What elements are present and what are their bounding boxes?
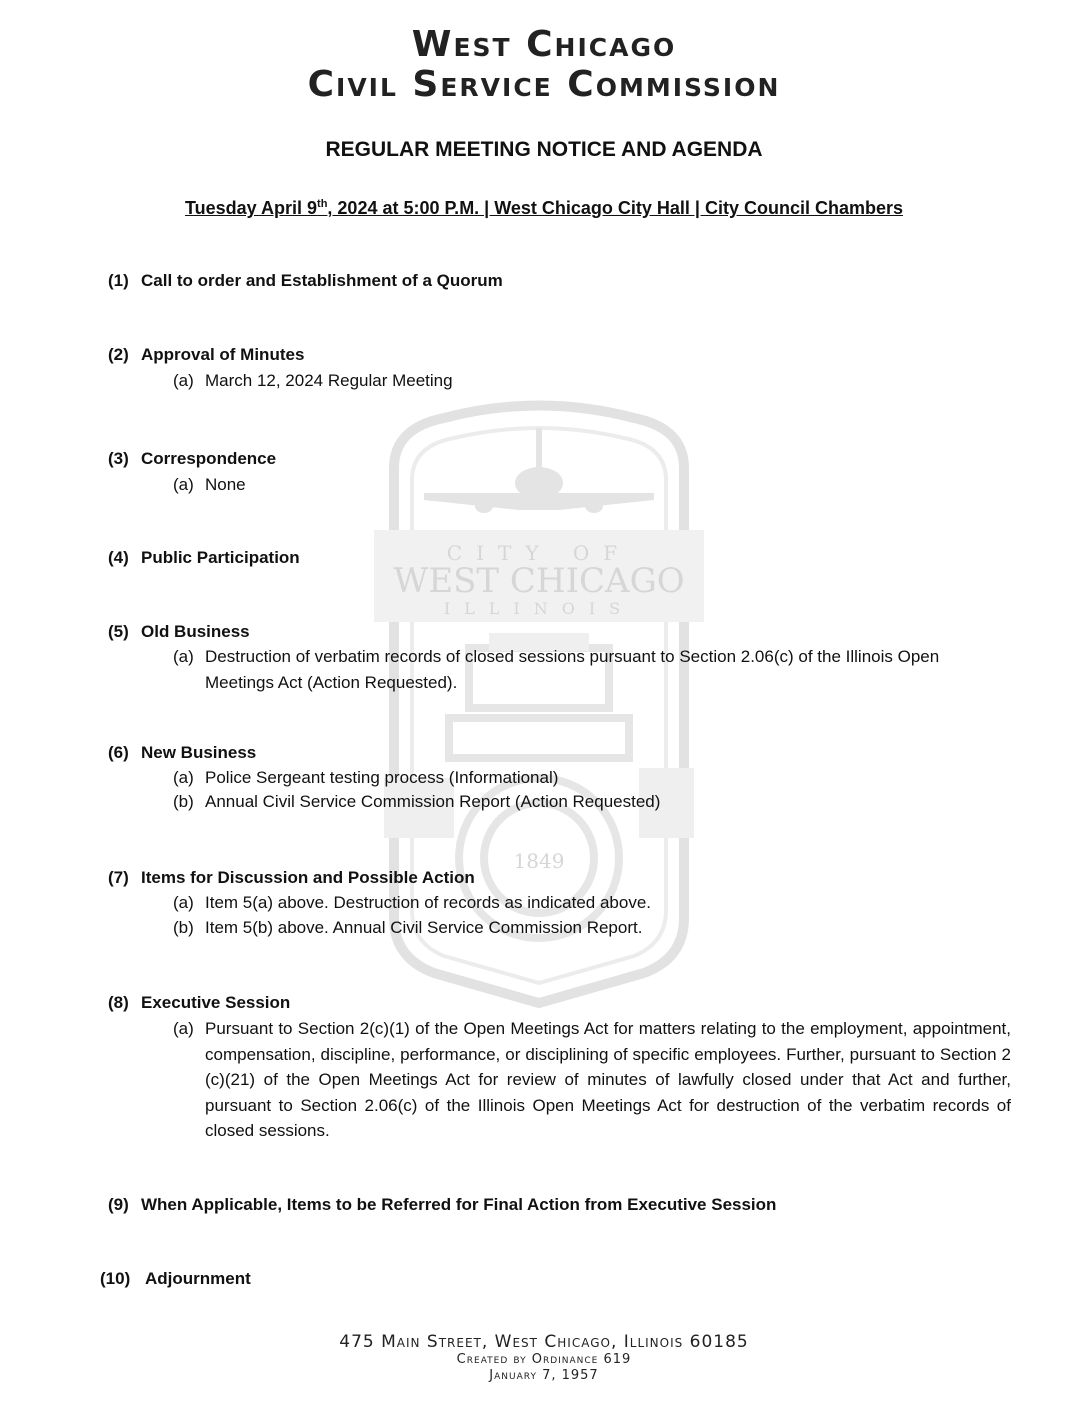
agenda-item-number: (7) <box>108 868 129 887</box>
subitem-letter: (a) <box>173 647 194 666</box>
agenda-subitem-2a <box>173 371 453 391</box>
notice-heading: REGULAR MEETING NOTICE AND AGENDA <box>325 138 763 161</box>
agenda-item-title: Approval of Minutes <box>141 345 305 364</box>
agenda-subitem-7b <box>173 918 642 938</box>
subitem-letter: (b) <box>173 918 194 937</box>
agenda-subitem-3a <box>173 475 246 495</box>
agenda-item-title: Public Participation <box>141 548 300 567</box>
meeting-dateline <box>0 198 1088 219</box>
agenda-subitem-6b <box>173 792 660 812</box>
agenda-subitem-6a <box>173 768 558 788</box>
agenda-item-5 <box>108 622 250 642</box>
agenda-item-7 <box>108 868 475 888</box>
date-suffix: , 2024 at 5:00 P.M. | West Chicago City Hall | City Council Chambers <box>327 198 903 218</box>
agenda-item-number: (6) <box>108 743 129 762</box>
subitem-letter: (a) <box>173 893 194 912</box>
agenda-item-number: (10) <box>100 1269 131 1288</box>
subitem-letter: (a) <box>173 371 194 390</box>
date-prefix: Tuesday April 9 <box>184 198 318 218</box>
agenda-item-number: (1) <box>108 271 129 290</box>
subitem-text: March 12, 2024 Regular Meeting <box>205 371 453 390</box>
agenda-item-number: (8) <box>108 993 129 1012</box>
agenda-item-1 <box>108 271 503 291</box>
subitem-letter: (a) <box>173 1019 194 1038</box>
agenda-subitem-8a: Pursuant to Section 2(c)(1) of the Open Meetings Act for matters relating to the employment, appointment, compensation, discipline, performance, or disciplining of specific employees. Further, pursuant to Section 2 (c)(21) of the Open Meetings Act for review of minutes of lawfully closed under that Act and further, pursuant to Section 2.06(c) of the Illinois Open Meetings Act for destruction of the verbatim records of closed sessions. <box>205 1019 1011 1140</box>
agenda-subitem-5a: Destruction of verbatim records of closed sessions pursuant to Section 2.06(c) of the Illinois Open Meetings Act (Action Requested). <box>205 647 940 692</box>
footer-ordinance: Created by Ordinance 619 <box>456 1352 632 1367</box>
agenda-item-title: Call to order and Establishment of a Quorum <box>141 271 503 290</box>
agenda-item-title: Adjournment <box>145 1269 251 1288</box>
subitem-letter: (b) <box>173 792 194 811</box>
agenda-item-3 <box>108 449 276 469</box>
agenda-item-10 <box>100 1269 251 1289</box>
seal-text-west-chicago: WEST CHICAGO <box>393 561 685 601</box>
date-ordinal: th <box>317 198 328 210</box>
footer-address: 475 Main Street, West Chicago, Illinois 60185 <box>339 1332 749 1352</box>
footer-date: January 7, 1957 <box>489 1368 599 1383</box>
agenda-item-title: New Business <box>141 743 257 762</box>
agenda-item-number: (2) <box>108 345 129 364</box>
subitem-text: Item 5(b) above. Annual Civil Service Commission Report. <box>205 918 643 937</box>
agenda-item-title: Items for Discussion and Possible Action <box>141 868 475 887</box>
agenda-subitem-7a <box>173 893 651 913</box>
subitem-text: None <box>205 475 246 494</box>
subitem-text: Annual Civil Service Commission Report (Action Requested) <box>205 792 661 811</box>
agenda-item-9 <box>108 1195 776 1215</box>
agenda-item-4 <box>108 548 300 568</box>
agenda-item-2 <box>108 345 304 365</box>
agenda-item-number: (5) <box>108 622 129 641</box>
agenda-item-8 <box>108 993 290 1013</box>
subitem-letter: (a) <box>173 475 194 494</box>
agenda-item-title: Executive Session <box>141 993 291 1012</box>
agenda-item-6 <box>108 743 256 763</box>
commission-title-line2: Civil Service Commission <box>307 64 781 105</box>
commission-title-line1: West Chicago <box>411 24 677 65</box>
subitem-letter: (a) <box>173 768 194 787</box>
seal-text-year: 1849 <box>513 849 565 873</box>
agenda-item-title: Correspondence <box>141 449 277 468</box>
agenda-item-number: (4) <box>108 548 129 567</box>
seal-text-illinois: ILLINOIS <box>443 599 635 618</box>
seal-text-city-of: CITY OF <box>446 541 632 565</box>
agenda-item-title: When Applicable, Items to be Referred for Final Action from Executive Session <box>141 1195 777 1214</box>
agenda-item-number: (3) <box>108 449 129 468</box>
subitem-text: Item 5(a) above. Destruction of records as indicated above. <box>205 893 652 912</box>
subitem-text: Police Sergeant testing process (Informational) <box>205 768 559 787</box>
agenda-item-number: (9) <box>108 1195 129 1214</box>
agenda-item-title: Old Business <box>141 622 250 641</box>
